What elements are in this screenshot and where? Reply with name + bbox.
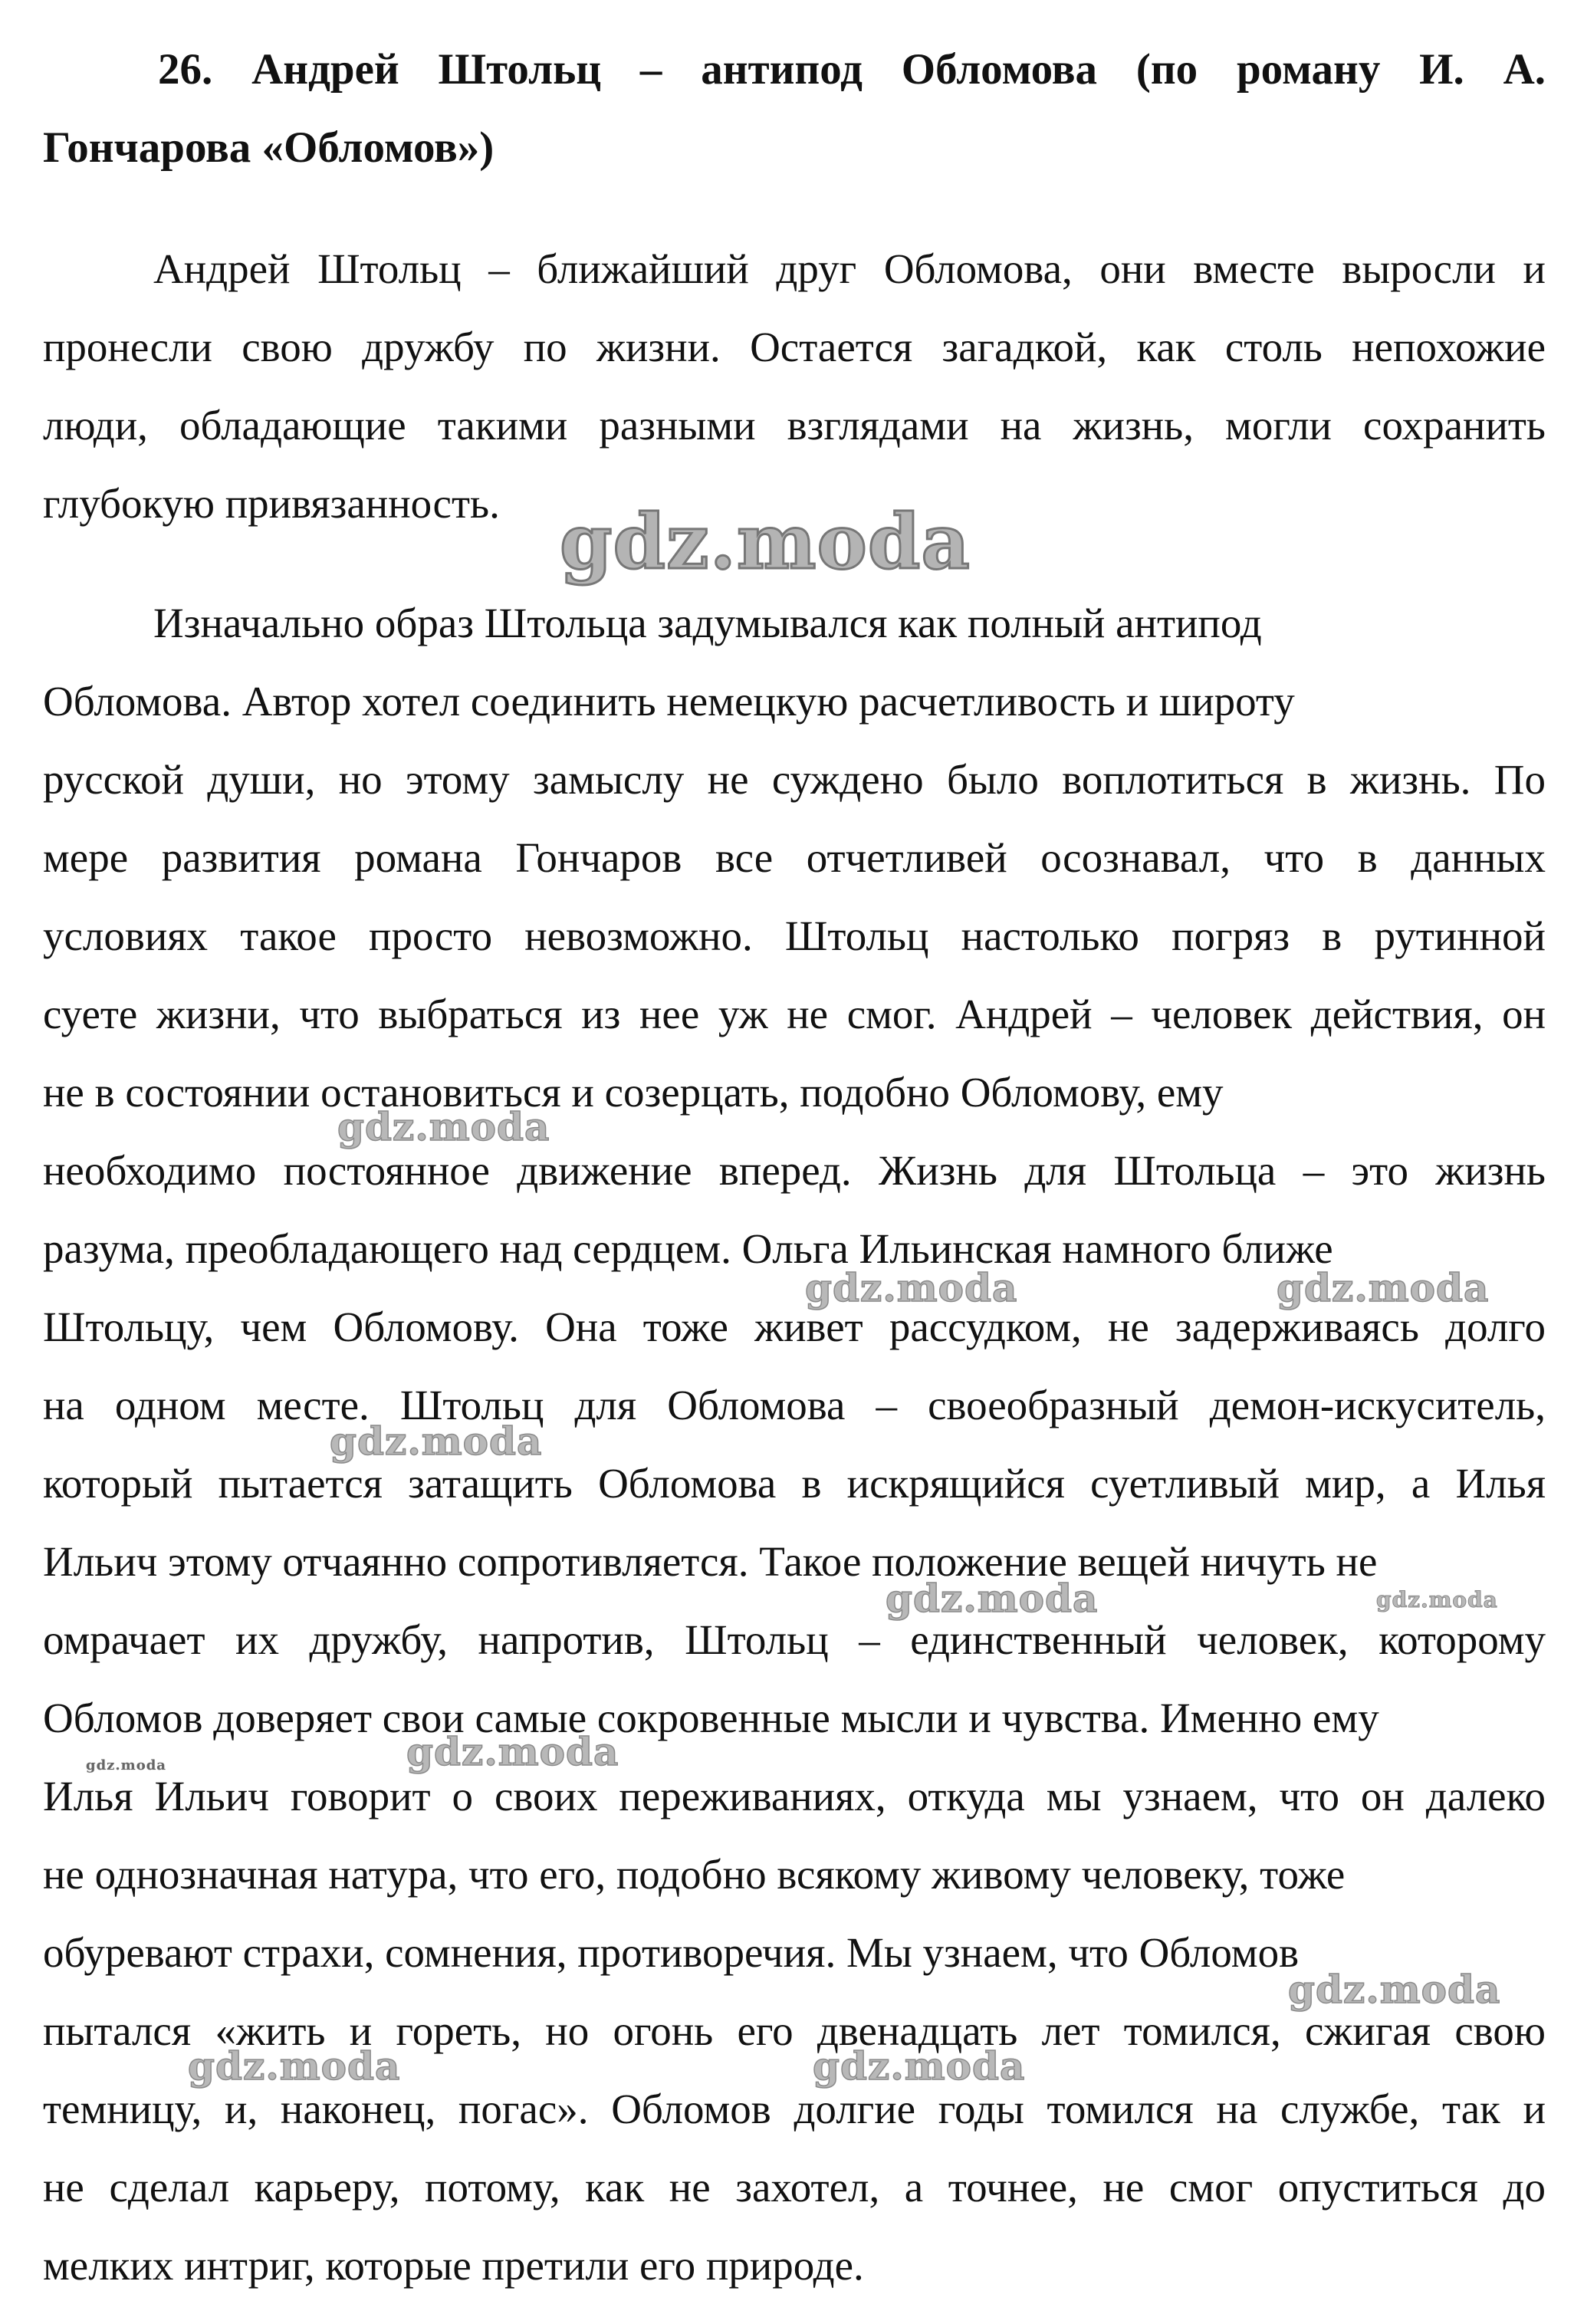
watermark: gdz.moda <box>805 1265 1018 1310</box>
watermark: gdz.moda <box>1376 1587 1498 1612</box>
text-line: который пытается затащить Обломова в искрящийся суетливый мир, а Илья <box>43 1460 1546 1507</box>
text-line: русской души, но этому замыслу не суждено было воплотиться в жизнь. По <box>43 756 1546 803</box>
text-line: омрачает их дружбу, напротив, Штольц – единственный человек, которому <box>43 1616 1546 1663</box>
text-line: не сделал карьеру, потому, как не захотел, а точнее, не смог опуститься до <box>43 2164 1546 2211</box>
text-line: суете жизни, что выбраться из нее уж не смог. Андрей – человек действия, он <box>43 991 1546 1037</box>
watermark: gdz.moda <box>406 1729 619 1774</box>
watermark: gdz.moda <box>560 498 971 587</box>
text-line: глубокую привязанность. <box>43 480 500 527</box>
text-line: Ильич этому отчаянно сопротивляется. Такое положение вещей ничуть не <box>43 1538 1378 1585</box>
text-line: люди, обладающие такими разными взглядами на жизнь, могли сохранить <box>43 402 1546 449</box>
watermark: gdz.moda <box>1277 1265 1490 1310</box>
essay-title-line-2: Гончарова «Обломов») <box>43 123 495 172</box>
text-line: Штольцу, чем Обломову. Она тоже живет рассудком, не задерживаясь долго <box>43 1303 1546 1350</box>
text-line: Андрей Штольц – ближайший друг Обломова, они вместе выросли и <box>153 245 1546 292</box>
text-line: Илья Ильич говорит о своих переживаниях, откуда мы узнаем, что он далеко <box>43 1773 1546 1819</box>
text-line: мере развития романа Гончаров все отчетливей осознавал, что в данных <box>43 834 1546 881</box>
watermark: gdz.moda <box>337 1104 550 1149</box>
watermark: gdz.moda <box>886 1576 1099 1621</box>
text-line: условиях такое просто невозможно. Штольц настолько погряз в рутинной <box>43 912 1546 959</box>
watermark: gdz.moda <box>86 1757 166 1773</box>
text-line: разума, преобладающего над сердцем. Ольга Ильинская намного ближе <box>43 1225 1333 1272</box>
watermark: gdz.moda <box>1288 1967 1501 2012</box>
text-line: обуревают страхи, сомнения, противоречия. Мы узнаем, что Обломов <box>43 1929 1300 1976</box>
text-line: мелких интриг, которые претили его природе. <box>43 2242 864 2289</box>
text-line: Обломова. Автор хотел соединить немецкую расчетливость и широту <box>43 678 1295 725</box>
text-line: не однозначная натура, что его, подобно всякому живому человеку, тоже <box>43 1851 1346 1898</box>
watermark: gdz.moda <box>330 1418 543 1464</box>
text-line: пытался «жить и гореть, но огонь его двенадцать лет томился, сжигая свою <box>43 2007 1546 2054</box>
text-line: на одном месте. Штольц для Обломова – своеобразный демон-искуситель, <box>43 1382 1546 1428</box>
text-line: не в состоянии остановиться и созерцать, подобно Обломову, ему <box>43 1069 1224 1116</box>
text-line: необходимо постоянное движение вперед. Жизнь для Штольца – это жизнь <box>43 1147 1546 1194</box>
watermark: gdz.moda <box>813 2043 1026 2089</box>
essay-title <box>43 31 1546 187</box>
text-line: Изначально образ Штольца задумывался как полный антипод <box>153 600 1262 646</box>
essay-title-line-1: 26. Андрей Штольц – антипод Обломова (по роману И. А. <box>158 45 1546 94</box>
text-line: Обломов доверяет свои самые сокровенные мысли и чувства. Именно ему <box>43 1695 1379 1741</box>
text-line: пронесли свою дружбу по жизни. Остается загадкой, как столь непохожие <box>43 324 1546 370</box>
text-line: темницу, и, наконец, погас». Обломов долгие годы томился на службе, так и <box>43 2086 1546 2132</box>
watermark: gdz.moda <box>188 2043 401 2089</box>
